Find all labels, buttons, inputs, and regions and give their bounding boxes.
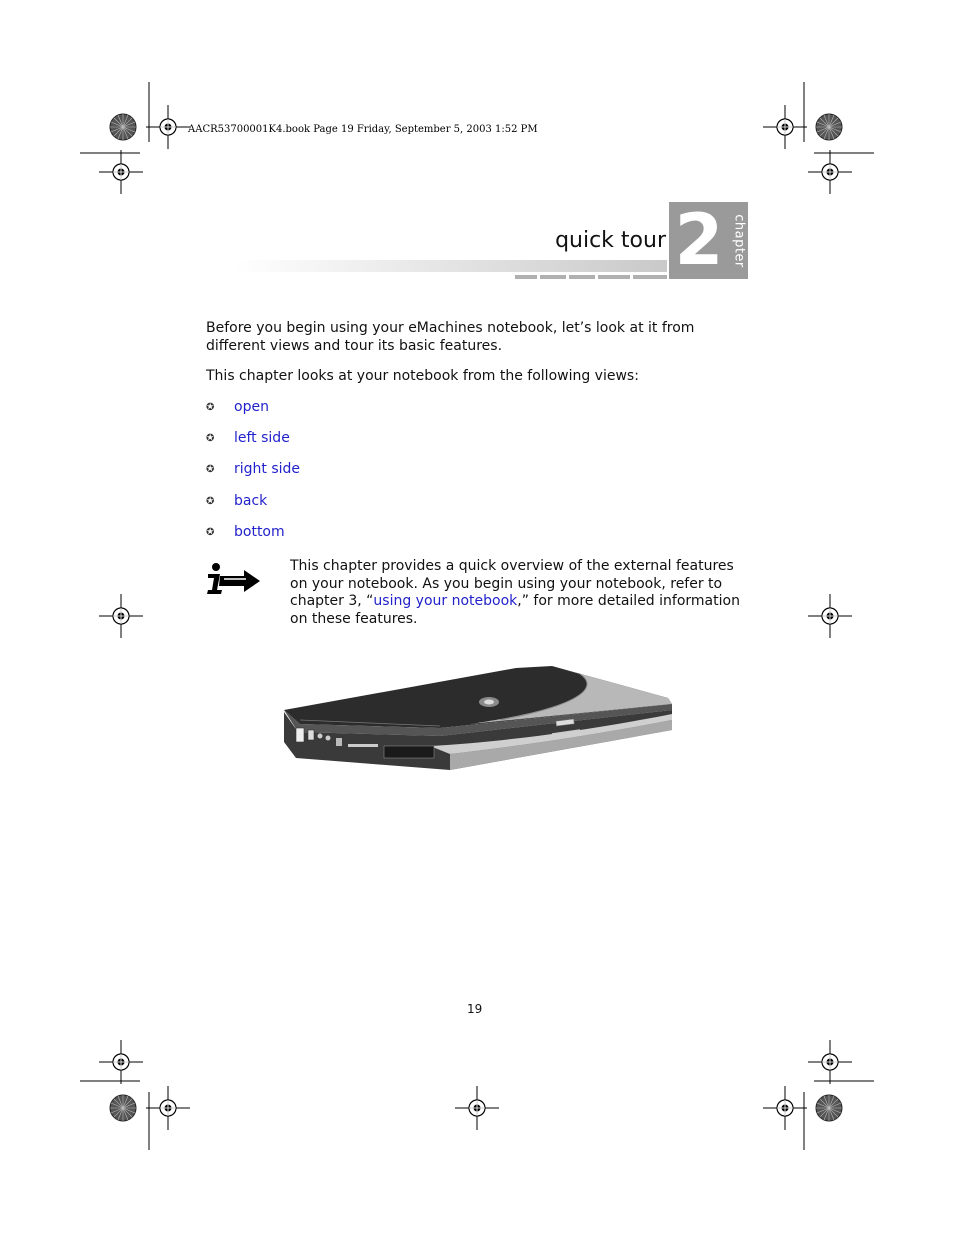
list-item <box>206 430 290 446</box>
link-using-your-notebook[interactable]: using your notebook <box>373 593 518 609</box>
list-item <box>206 399 269 415</box>
closed-notebook-image <box>280 658 676 778</box>
chapter-title: quick tour <box>555 228 666 253</box>
chapter-label-box <box>729 202 748 279</box>
chapter-number: 2 <box>669 202 729 279</box>
list-item <box>206 461 300 477</box>
list-item <box>206 493 267 509</box>
chapter-tick-bar <box>515 275 667 279</box>
page-number: 19 <box>467 1002 483 1016</box>
bullet-icon: ✪ <box>206 433 215 444</box>
chapter-label: chapter <box>731 213 746 268</box>
bullet-icon: ✪ <box>206 496 215 507</box>
link-back[interactable]: back <box>234 493 268 509</box>
chapter-gradient-bar <box>235 260 667 272</box>
note-paragraph <box>290 558 740 628</box>
bullet-icon: ✪ <box>206 527 215 538</box>
intro-paragraph: Before you begin using your eMachines notebook, let’s look at it from different views and tour its basic features. <box>206 320 695 354</box>
link-bottom[interactable]: bottom <box>234 524 285 540</box>
bullet-icon: ✪ <box>206 402 215 413</box>
bullet-icon: ✪ <box>206 464 215 475</box>
link-left-side[interactable]: left side <box>234 430 290 446</box>
views-lead-paragraph: This chapter looks at your notebook from the following views: <box>206 368 639 384</box>
note-text-after: ,” for more detailed information on these features. <box>290 593 740 627</box>
link-open[interactable]: open <box>234 399 269 415</box>
link-right-side[interactable]: right side <box>234 461 301 477</box>
info-arrow-icon <box>206 562 262 596</box>
list-item <box>206 524 285 540</box>
print-header: AACR53700001K4.book Page 19 Friday, September 5, 2003 1:52 PM <box>188 124 538 135</box>
note-text-before: This chapter provides a quick overview of the external features on your notebook. As you begin using your notebook, refer to chapter 3, “ <box>290 558 734 609</box>
